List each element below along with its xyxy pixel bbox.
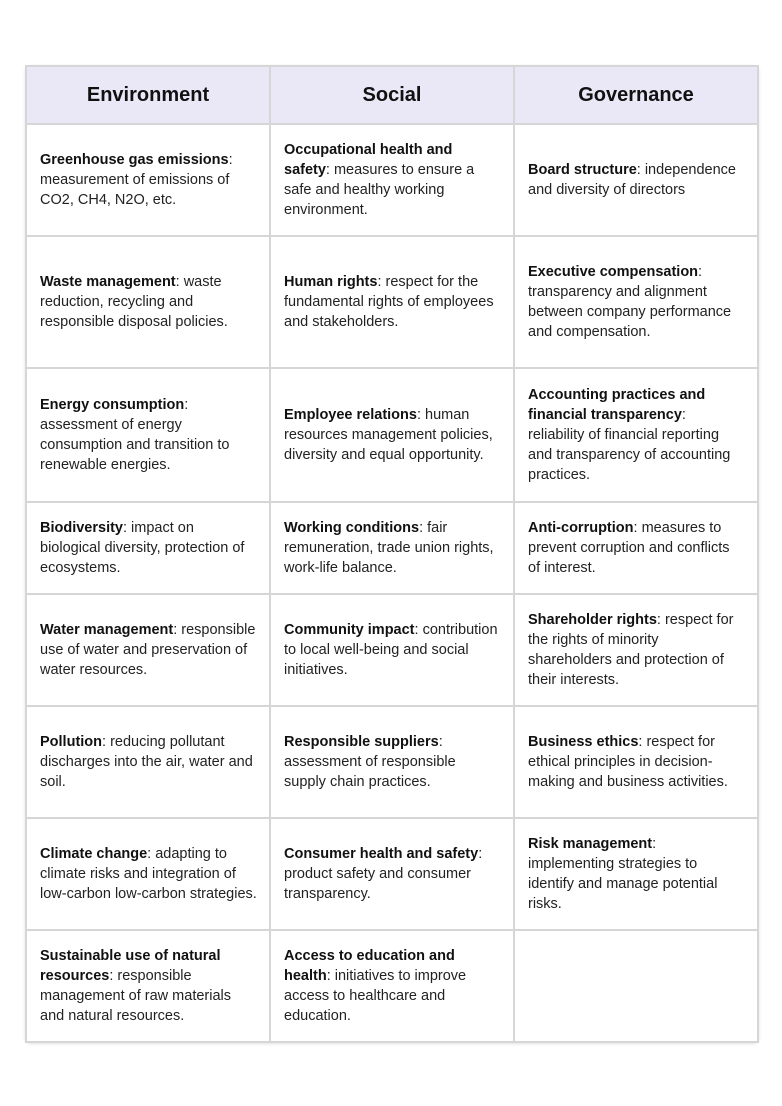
environment-cell	[26, 594, 270, 706]
cell-description: : respect for the fundamental rights of employees and stakeholders.	[284, 274, 494, 330]
cell-description: : reducing pollutant discharges into the air, water and soil.	[40, 734, 253, 790]
cell-term: Water management	[40, 622, 174, 638]
governance-cell	[514, 594, 758, 706]
environment-cell	[26, 502, 270, 594]
table-header	[26, 66, 758, 124]
cell-description: : assessment of energy consumption and transition to renewable energies.	[40, 397, 230, 473]
cell-description: : fair remuneration, trade union rights, work-life balance.	[284, 520, 494, 576]
table-row	[26, 236, 758, 368]
environment-cell	[26, 236, 270, 368]
table-row	[26, 368, 758, 502]
table-row	[26, 502, 758, 594]
cell-term: Occupational health and safety	[284, 142, 453, 178]
empty-governance-cell	[514, 930, 758, 1042]
social-cell	[270, 236, 514, 368]
cell-description: : waste reduction, recycling and responsible disposal policies.	[40, 274, 228, 330]
social-cell	[270, 368, 514, 502]
cell-description: : reliability of financial reporting and transparency of accounting practices.	[528, 407, 731, 483]
cell-term: Risk management	[528, 836, 653, 852]
cell-term: Anti-corruption	[528, 520, 634, 536]
cell-term: Responsible suppliers	[284, 734, 439, 750]
cell-description: : contribution to local well-being and social initiatives.	[284, 622, 498, 678]
header-row	[26, 66, 758, 124]
cell-term: Pollution	[40, 734, 103, 750]
environment-cell	[26, 818, 270, 930]
cell-term: Consumer health and safety	[284, 846, 479, 862]
governance-cell	[514, 368, 758, 502]
cell-term: Waste management	[40, 274, 176, 290]
table-row	[26, 706, 758, 818]
governance-cell	[514, 706, 758, 818]
cell-description: : impact on biological diversity, protection of ecosystems.	[40, 520, 245, 576]
cell-term: Biodiversity	[40, 520, 123, 536]
environment-cell	[26, 124, 270, 236]
column-header-environment: Environment	[26, 66, 270, 124]
environment-cell	[26, 368, 270, 502]
table-row	[26, 124, 758, 236]
cell-term: Business ethics	[528, 734, 639, 750]
table-body	[26, 124, 758, 1042]
cell-term: Access to education and health	[284, 948, 455, 984]
cell-description: : measurement of emissions of CO2, CH4, N2O, etc.	[40, 152, 233, 208]
governance-cell	[514, 236, 758, 368]
cell-description: : product safety and consumer transparency.	[284, 846, 483, 902]
social-cell	[270, 594, 514, 706]
governance-cell	[514, 502, 758, 594]
table-row	[26, 930, 758, 1042]
cell-description: : respect for the rights of minority shareholders and protection of their interests.	[528, 612, 734, 688]
social-cell	[270, 502, 514, 594]
cell-term: Executive compensation	[528, 264, 699, 280]
cell-term: Greenhouse gas emissions	[40, 152, 229, 168]
cell-term: Climate change	[40, 846, 148, 862]
table-row	[26, 818, 758, 930]
social-cell	[270, 818, 514, 930]
social-cell	[270, 930, 514, 1042]
social-cell	[270, 124, 514, 236]
cell-description: : measures to ensure a safe and healthy working environment.	[284, 162, 475, 218]
environment-cell	[26, 930, 270, 1042]
cell-term: Working conditions	[284, 520, 420, 536]
cell-description: : respect for ethical principles in decision-making and business activities.	[528, 734, 728, 790]
cell-description: : responsible use of water and preservation of water resources.	[40, 622, 256, 678]
cell-description: : assessment of responsible supply chain practices.	[284, 734, 456, 790]
cell-description: : initiatives to improve access to healthcare and education.	[284, 968, 467, 1024]
environment-cell	[26, 706, 270, 818]
cell-term: Sustainable use of natural resources	[40, 948, 221, 984]
cell-description: : human resources management policies, diversity and equal opportunity.	[284, 407, 493, 463]
cell-description: : measures to prevent corruption and conflicts of interest.	[528, 520, 730, 576]
cell-description: : independence and diversity of directors	[528, 162, 736, 198]
cell-description: : implementing strategies to identify and manage potential risks.	[528, 836, 718, 912]
cell-term: Board structure	[528, 162, 637, 178]
cell-term: Community impact	[284, 622, 415, 638]
governance-cell	[514, 124, 758, 236]
table-row	[26, 594, 758, 706]
cell-description: : adapting to climate risks and integration of low-carbon low-carbon strategies.	[40, 846, 257, 902]
cell-description: : responsible management of raw materials and natural resources.	[40, 968, 231, 1024]
column-header-governance: Governance	[514, 66, 758, 124]
cell-description: : transparency and alignment between company performance and compensation.	[528, 264, 732, 340]
governance-cell	[514, 818, 758, 930]
cell-term: Shareholder rights	[528, 612, 657, 628]
cell-term: Energy consumption	[40, 397, 185, 413]
cell-term: Accounting practices and financial transparency	[528, 387, 706, 423]
social-cell	[270, 706, 514, 818]
esg-criteria-table	[25, 65, 759, 1043]
cell-term: Employee relations	[284, 407, 417, 423]
column-header-social: Social	[270, 66, 514, 124]
cell-term: Human rights	[284, 274, 378, 290]
